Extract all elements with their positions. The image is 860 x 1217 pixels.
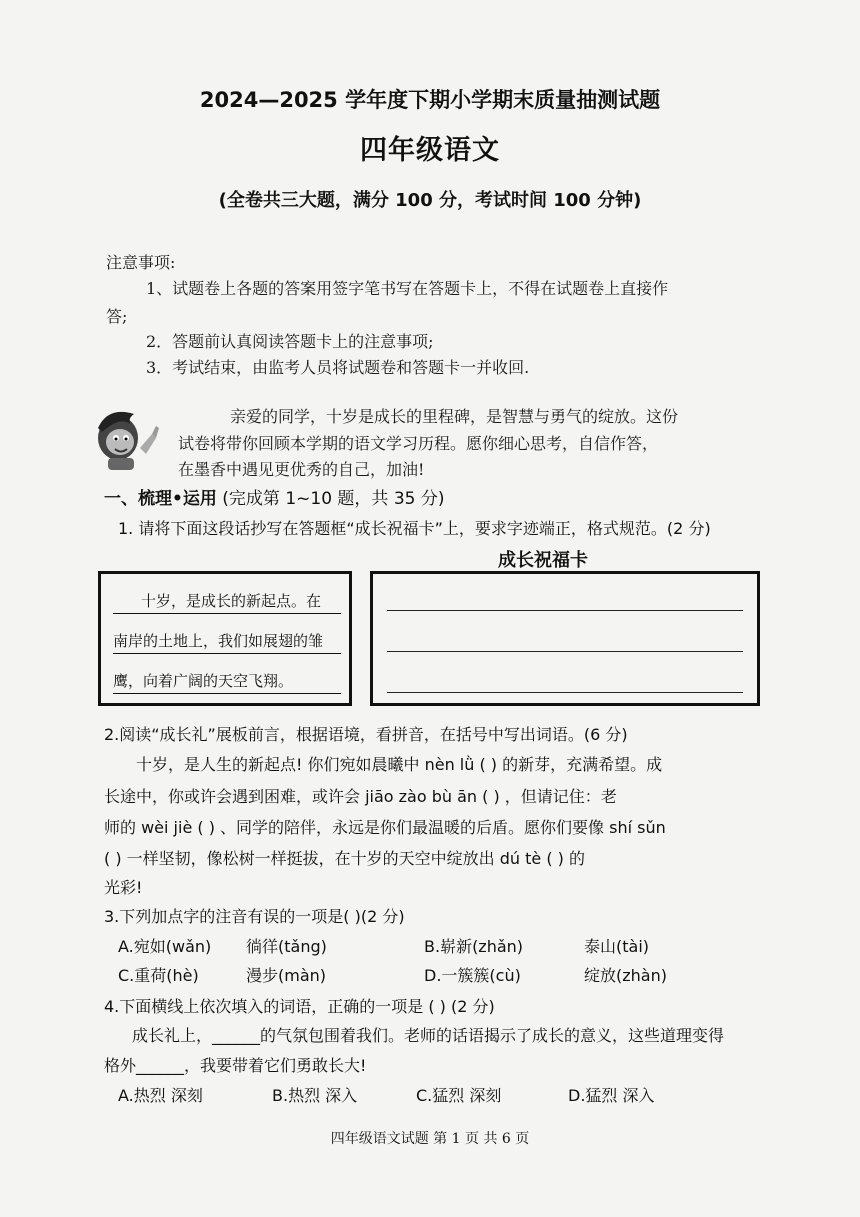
q2-paragraph-line: 十岁，是人生的新起点! 你们宛如晨曦中 nèn lǜ ( ) 的新芽，充满希望。成 — [136, 755, 663, 774]
q4-option-c: C.猛烈 深刻 — [416, 1086, 502, 1105]
answer-card-box[interactable] — [370, 571, 760, 706]
question-3: 3.下列加点字的注音有误的一项是( )(2 分) — [104, 907, 405, 926]
q4-option-d: D.猛烈 深入 — [568, 1086, 655, 1105]
q2-paragraph-line: ( ) 一样坚韧，像松树一样挺拔，在十岁的天空中绽放出 dú tè ( ) 的 — [104, 849, 585, 868]
subject-title: 四年级语文 — [360, 135, 500, 166]
answer-line[interactable] — [387, 692, 743, 693]
q3-option-d: D.一簇簇(cù) — [424, 966, 521, 985]
notice-item-1-cont: 答; — [106, 307, 128, 326]
answer-line[interactable] — [387, 651, 743, 652]
question-1: 1. 请将下面这段话抄写在答题框“成长祝福卡”上，要求字迹端正，格式规范。(2 分) — [118, 519, 711, 538]
cartoon-boy-icon — [90, 404, 166, 470]
greeting-line-3: 在墨香中遇见更优秀的自己，加油! — [178, 460, 425, 479]
q2-paragraph-line: 光彩! — [104, 878, 143, 897]
question-2: 2.阅读“成长礼”展板前言，根据语境，看拼音，在括号中写出词语。(6 分) — [104, 725, 628, 744]
section-1-label: 一、 — [104, 489, 138, 509]
q3-option-a: A.宛如(wǎn) — [118, 937, 212, 956]
q3-option-c-word: 漫步(màn) — [246, 966, 327, 985]
model-line: 鹰，向着广阔的天空飞翔。 — [113, 670, 341, 694]
card-title: 成长祝福卡 — [498, 550, 588, 571]
greeting-line-2: 试卷将带你回顾本学期的语文学习历程。愿你细心思考，自信作答， — [178, 434, 659, 453]
exam-scope: (全卷共三大题，满分 100 分，考试时间 100 分钟) — [218, 190, 642, 211]
q3-option-d-word: 绽放(zhàn) — [584, 966, 667, 985]
question-4: 4.下面横线上依次填入的词语，正确的一项是 ( ) (2 分) — [104, 997, 495, 1016]
section-1-heading — [104, 484, 445, 509]
model-text-box — [98, 571, 352, 706]
notice-item-1: 1、试题卷上各题的答案用签字笔书写在答题卡上，不得在试题卷上直接作 — [146, 279, 669, 298]
q4-passage-line: 格外______，我要带着它们勇敢长大! — [104, 1056, 367, 1075]
answer-line[interactable] — [387, 610, 743, 611]
q3-option-c: C.重荷(hè) — [118, 966, 199, 985]
page-footer: 四年级语文试题 第 1 页 共 6 页 — [330, 1131, 530, 1147]
notice-item-3: 3．考试结束，由监考人员将试题卷和答题卡一并收回. — [146, 358, 530, 377]
q3-option-a-word: 徜徉(tǎng) — [246, 937, 327, 956]
q4-passage-line: 成长礼上，______的气氛包围着我们。老师的话语揭示了成长的意义，这些道理变得 — [132, 1026, 725, 1045]
model-line: 南岸的土地上，我们如展翅的雏 — [113, 630, 341, 654]
q2-paragraph-line: 长途中，你或许会遇到困难，或许会 jiāo zào bù ān ( ) ，但请记住：老 — [104, 787, 617, 806]
greeting-line-1: 亲爱的同学，十岁是成长的里程碑，是智慧与勇气的绽放。这份 — [230, 407, 679, 426]
notice-title: 注意事项: — [106, 253, 176, 272]
exam-title: 2024—2025 学年度下期小学期末质量抽测试题 — [199, 88, 661, 112]
q4-option-a: A.热烈 深刻 — [118, 1086, 203, 1105]
model-line: 十岁，是成长的新起点。在 — [113, 590, 341, 614]
q4-option-b: B.热烈 深入 — [272, 1086, 358, 1105]
section-1-name: 梳理•运用 — [138, 489, 217, 509]
q3-option-b: B.崭新(zhǎn) — [424, 937, 524, 956]
q2-paragraph-line: 师的 wèi jiè ( ) 、同学的陪伴，永远是你们最温暖的后盾。愿你们要像 shí sǔn — [104, 818, 666, 837]
q3-option-b-word: 泰山(tài) — [584, 937, 650, 956]
section-1-note: (完成第 1~10 题，共 35 分) — [222, 489, 445, 509]
notice-item-2: 2．答题前认真阅读答题卡上的注意事项; — [146, 332, 434, 351]
